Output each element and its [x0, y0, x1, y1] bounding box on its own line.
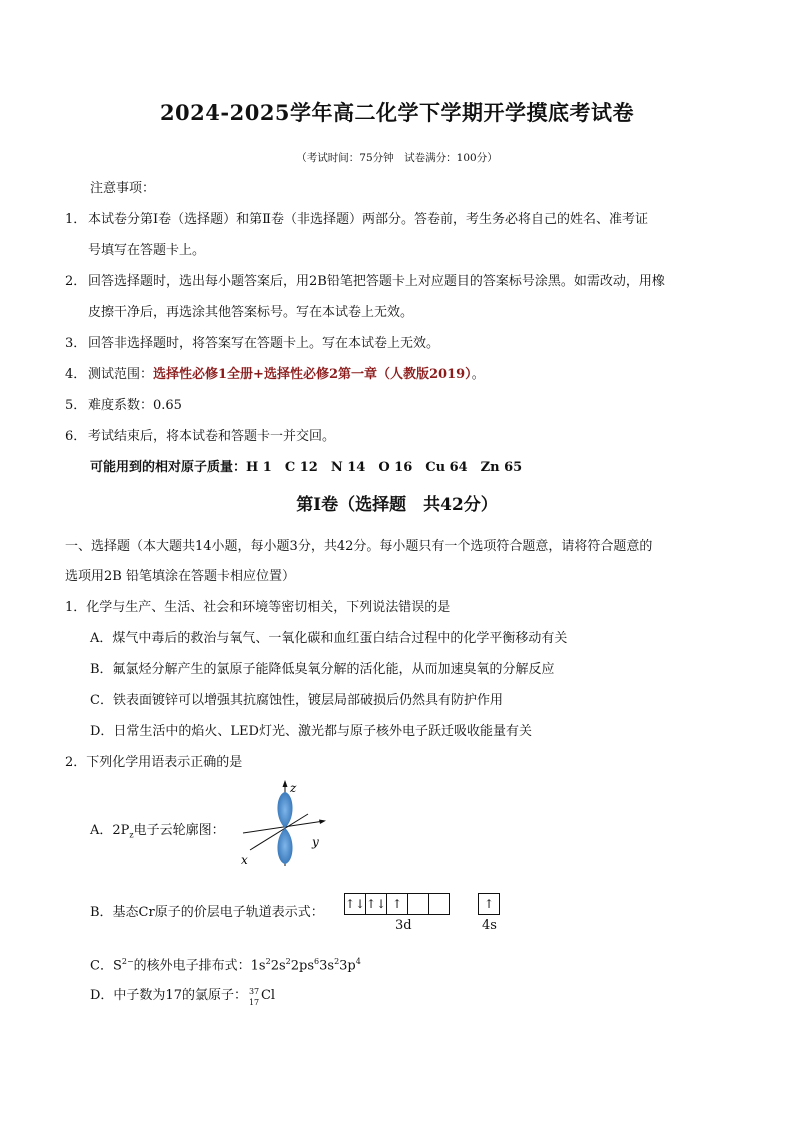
upper-lobe: [277, 792, 292, 828]
config-part: 3s: [319, 958, 335, 974]
y-label: y: [312, 835, 319, 849]
q1-option-a: A．煤气中毒后的救治与氧气、一氧化碳和血红蛋白结合过程中的化学平衡移动有关: [90, 631, 568, 646]
notice-2-line2: 皮擦干净后，再选涂其他答案标号。写在本试卷上无效。: [88, 305, 414, 320]
notice-heading: 注意事项：: [90, 181, 156, 196]
section-title: 第Ⅰ卷（选择题 共42分）: [296, 495, 498, 515]
atomic-mass-list: 可能用到的相对原子质量：H 1 C 12 N 14 O 16 Cu 64 Zn 65: [90, 460, 523, 475]
page-title: 2024-2025学年高二化学下学期开学摸底考试卷: [159, 100, 635, 125]
label-4s: 4s: [482, 918, 497, 933]
q1-stem: 1．化学与生产、生活、社会和环境等密切相关，下列说法错误的是: [65, 600, 451, 615]
q2-option-b: B．基态Cr原子的价层电子轨道表示式：: [90, 905, 324, 920]
orbital-4s-box: ↑: [478, 893, 500, 915]
test-scope: 选择性必修1全册+选择性必修2第一章（人教版2019）: [153, 367, 472, 382]
q2-a-suffix: 电子云轮廓图：: [133, 823, 225, 838]
section-intro-line2: 选项用2B 铅笔填涂在答题卡相应位置）: [65, 569, 295, 584]
q2-c-prefix: C．S: [90, 958, 122, 974]
q1-option-b: B．氟氯烃分解产生的氯原子能降低臭氧分解的活化能，从而加速臭氧的分解反应: [90, 662, 555, 677]
lower-lobe: [277, 828, 292, 864]
z-axis-arrow: [283, 780, 288, 787]
notice-num-2: 2．: [65, 274, 87, 289]
q2-stem: 2．下列化学用语表示正确的是: [65, 755, 243, 770]
q2-a-orbital: 2P: [112, 823, 130, 838]
config-part: 2s: [270, 958, 286, 974]
q1-option-c: C．铁表面镀锌可以增强其抗腐蚀性，镀层局部破损后仍然具有防护作用: [90, 693, 503, 708]
notice-4-line: [88, 366, 485, 384]
element-symbol: Cl: [260, 988, 276, 1003]
q1-option-d: D．日常生活中的焰火、LED灯光、激光都与原子核外电子跃迁吸收能量有关: [90, 724, 532, 739]
orbital-3d-box-1: ↑↓: [344, 893, 366, 915]
notice-4-prefix: 测试范围：: [88, 367, 154, 382]
orbital-4s-box-group: [479, 893, 500, 915]
notice-2-line1: 回答选择题时，选出每小题答案后，用2B铅笔把答题卡上对应题目的答案标号涂黑。如需改动，用橡: [88, 274, 665, 289]
notice-6-line1: 考试结束后，将本试卷和答题卡一并交回。: [88, 429, 336, 444]
notice-3-line1: 回答非选择题时，将答案写在答题卡上。写在本试卷上无效。: [88, 336, 440, 351]
orbital-3d-box-5: [428, 893, 450, 915]
q2-a-sub: z: [129, 830, 134, 840]
x-label: x: [241, 853, 248, 867]
q2-option-c: C．$S^{2-}$的核外电子排布式：$1s^22s^22ps^63s^23p^4$: [90, 957, 361, 974]
notice-1-line2: 号填写在答题卡上。: [88, 243, 206, 258]
orbital-3d-box-4: [407, 893, 429, 915]
config-sup: 2: [265, 957, 271, 966]
section-intro-line1: 一、选择题（本大题共14小题，每小题3分，共42分。每小题只有一个选项符合题意，请将符合题意的: [65, 539, 653, 554]
orbital-3d-box-3: ↑: [386, 893, 408, 915]
isotope-notation: [247, 987, 261, 1005]
q2-option-d: [90, 987, 275, 1005]
config-sup: 6: [314, 957, 320, 966]
notice-num-3: 3．: [65, 336, 87, 351]
orbital-3d-box-2: ↑↓: [365, 893, 387, 915]
q2-a-prefix: A．: [90, 823, 113, 838]
q2-c-mid: 的核外电子排布式：1s: [133, 958, 266, 974]
config-part: 2p: [290, 958, 308, 974]
orbital-3d-boxes: [345, 893, 450, 915]
mass-number: 37: [248, 987, 260, 996]
notice-num-6: 6．: [65, 429, 87, 444]
notice-num-1: 1．: [65, 212, 87, 227]
sulfide-charge: 2−: [121, 957, 134, 966]
config-sup: 2: [285, 957, 291, 966]
config-sup: 2: [334, 957, 340, 966]
exam-info: （考试时间：75分钟 试卷满分：100分）: [296, 152, 498, 164]
y-axis-arrow: [319, 820, 326, 825]
config-sup: 4: [355, 957, 361, 966]
z-label: z: [290, 781, 297, 795]
notice-4-suffix: 。: [471, 367, 485, 382]
atomic-number: 17: [248, 998, 260, 1007]
notice-1-line1: 本试卷分第Ⅰ卷（选择题）和第Ⅱ卷（非选择题）两部分。答卷前，考生务必将自己的姓名、准考证: [88, 212, 648, 227]
pz-orbital-diagram: [238, 778, 333, 870]
q2-d-prefix: D．中子数为17的氯原子：: [90, 988, 247, 1003]
q2-option-a: [90, 822, 225, 845]
notice-num-4: 4．: [65, 367, 87, 382]
difficulty: 难度系数：0.65: [88, 398, 182, 413]
label-3d: 3d: [395, 918, 412, 933]
notice-num-5: 5．: [65, 398, 87, 413]
config-part: 3p: [339, 958, 356, 974]
